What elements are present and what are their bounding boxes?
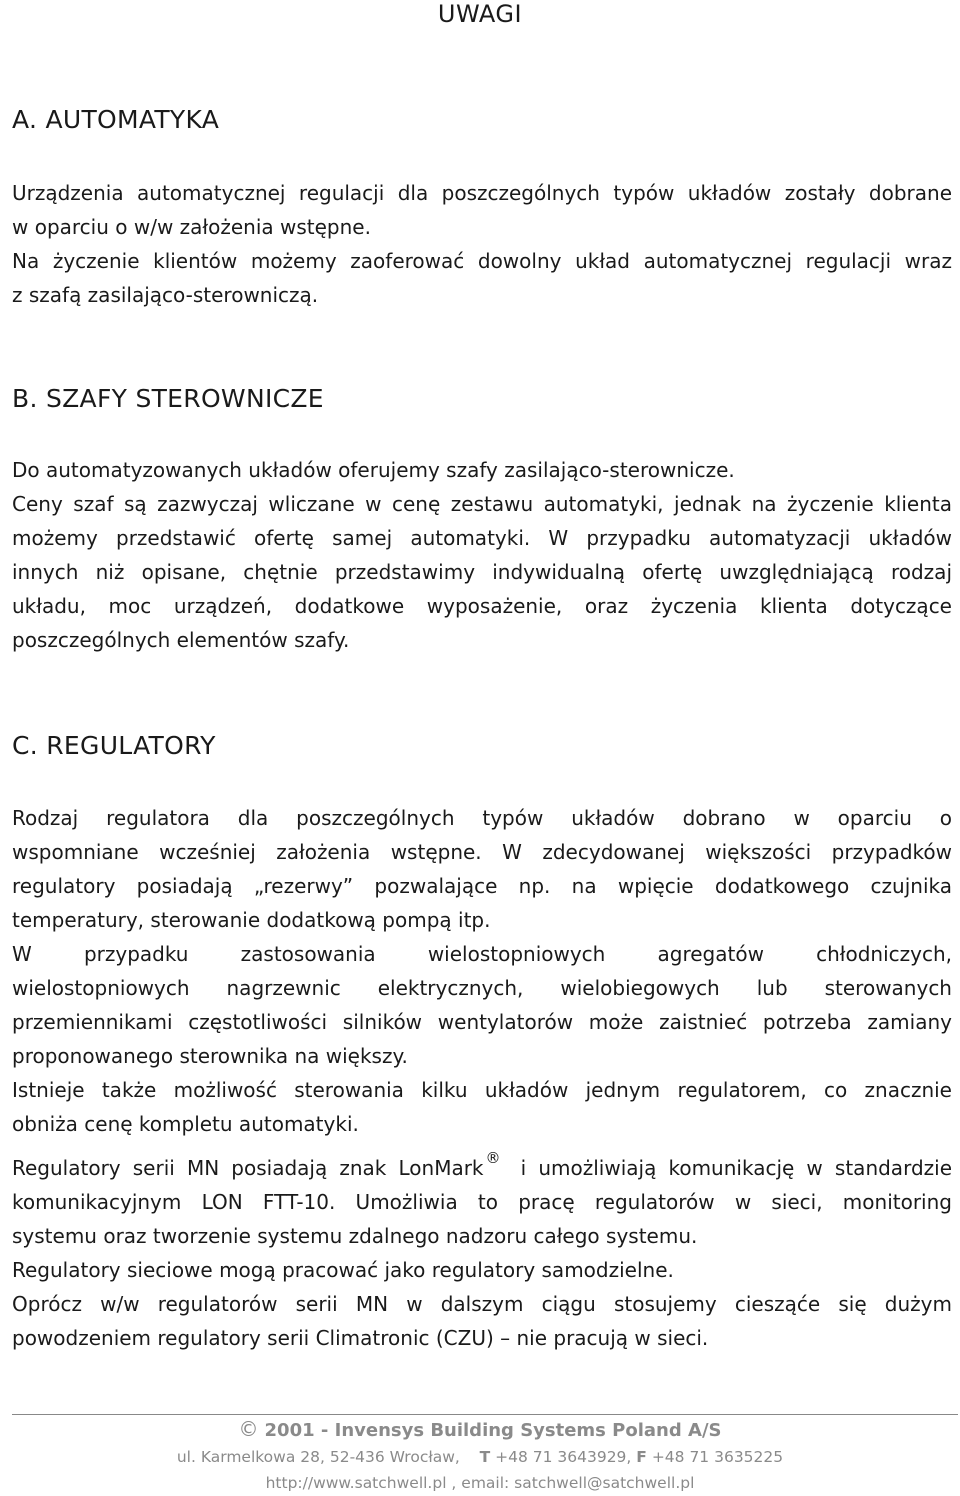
section-c-line: wspomniane wcześniej założenia wstępne. W zdecydowanej większości przypadków [12,840,952,864]
section-c-line: komunikacyjnym LON FTT-10. Umożliwia to pracę regulatorów w sieci, monitoring [12,1190,952,1214]
section-c-heading: C. REGULATORY [12,731,216,760]
copyright-text: 2001 - Invensys Building Systems Poland A/S [264,1420,722,1441]
section-c-text [12,801,952,1355]
section-c-line: systemu oraz tworzenie systemu zdalnego nadzoru całego systemu. [12,1224,698,1248]
copyright-icon: © [238,1417,259,1441]
section-b-line: poszczególnych elementów szafy. [12,628,350,652]
section-c-line: Oprócz w/w regulatorów serii MN w dalszym ciągu stosujemy ciesząće się dużym [12,1292,952,1316]
section-a-line: Na życzenie klientów możemy zaoferować dowolny układ automatycznej regulacji wraz [12,249,952,273]
section-c-line: regulatory posiadają „rezerwy” pozwalające np. na wpięcie dodatkowego czujnika [12,874,952,898]
section-a-line: z szafą zasilająco-sterowniczą. [12,283,319,307]
section-c-line: Rodzaj regulatora dla poszczególnych typów układów dobrano w oparciu o [12,806,952,830]
page-title: UWAGI [437,0,523,28]
address-text: ul. Karmelkowa 28, 52-436 Wrocław, [176,1448,460,1466]
section-c-line: przemiennikami częstotliwości silników wentylatorów może zaistnieć potrzeba zamiany [12,1010,952,1034]
section-c-line: wielostopniowych nagrzewnic elektrycznych, wielobiegowych lub sterowanych [12,976,952,1000]
section-c-line: proponowanego sterownika na większy. [12,1044,408,1068]
footer-address [0,1444,960,1470]
section-b-heading: B. SZAFY STEROWNICZE [12,384,324,413]
section-c-lonmark-line [12,1141,952,1185]
section-c-line: temperatury, sterowanie dodatkową pompą itp. [12,908,491,932]
registered-trademark-icon: ® [485,1149,501,1167]
footer [0,1416,960,1496]
lonmark-text-end: i umożliwiają komunikację w standardzie [520,1156,952,1180]
section-b-line: możemy przedstawić ofertę samej automatyki. W przypadku automatyzacji układów [12,526,952,550]
section-b-line: Ceny szaf są zazwyczaj wliczane w cenę zestawu automatyki, jednak na życzenie klienta [12,492,952,516]
section-a-line: Urządzenia automatycznej regulacji dla poszczególnych typów układów zostały dobrane [12,181,952,205]
section-b-line: Do automatyzowanych układów oferujemy szafy zasilająco-sterownicze. [12,458,735,482]
section-c-line: Regulatory sieciowe mogą pracować jako regulatory samodzielne. [12,1258,674,1282]
footer-contact[interactable]: http://www.satchwell.pl , email: satchwell@satchwell.pl [265,1474,695,1492]
lonmark-text: Regulatory serii MN posiadają znak LonMark [12,1156,484,1180]
section-a-text [12,176,952,312]
section-b-line: innych niż opisane, chętnie przedstawimy indywidualną ofertę uwzględniającą rodzaj [12,560,952,584]
footer-divider [12,1414,958,1415]
fax-number: +48 71 3635225 [651,1448,784,1466]
footer-copyright [0,1416,960,1444]
fax-label: F [636,1448,647,1466]
section-a-heading: A. AUTOMATYKA [12,105,220,134]
phone-label: T [479,1448,491,1466]
section-c-line: obniża cenę kompletu automatyki. [12,1112,359,1136]
section-a-line: w oparciu o w/w założenia wstępne. [12,215,371,239]
section-b-line: układu, moc urządzeń, dodatkowe wyposażenie, oraz życzenia klienta dotyczące [12,594,952,618]
section-c-line: powodzeniem regulatory serii Climatronic (CZU) – nie pracują w sieci. [12,1326,709,1350]
section-c-line: W przypadku zastosowania wielostopniowych agregatów chłodniczych, [12,942,952,966]
section-b-text [12,453,952,657]
phone-number: +48 71 3643929, [495,1448,632,1466]
section-c-line: Istnieje także możliwość sterowania kilku układów jednym regulatorem, co znacznie [12,1078,952,1102]
